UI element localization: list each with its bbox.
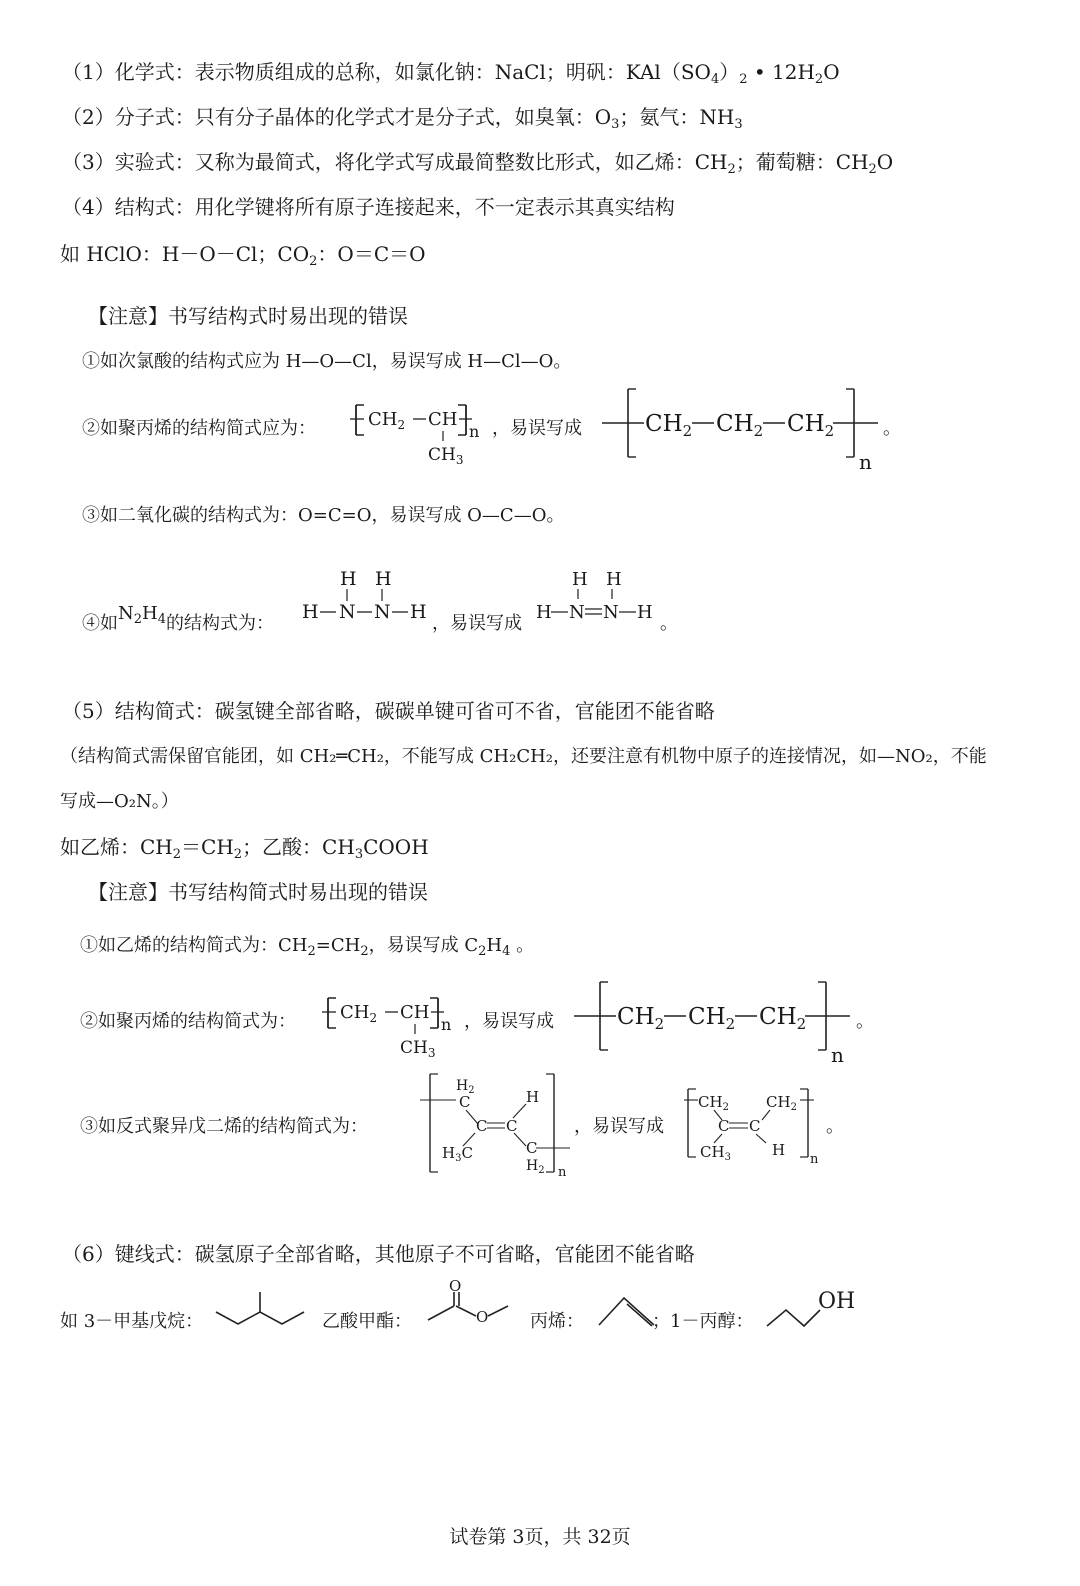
svg-text:CH2: $CH_2$ — [698, 1093, 729, 1113]
svg-text:H: H — [340, 568, 357, 590]
polypropylene-correct-structure-2 — [322, 988, 462, 1063]
svg-text:C: C — [506, 1117, 518, 1135]
svg-text:H2: $H_2$ — [456, 1078, 475, 1096]
svg-text:C: C — [749, 1117, 761, 1135]
item-1: （1）化学式：表示物质组成的总称，如氯化钠：NaCl；明矾：$KAl(SO_4)_2$ • $12H_2O$ — [62, 60, 840, 87]
svg-text:CH2: $CH_2$ — [617, 1004, 665, 1033]
svg-text:CH2: $CH_2$ — [787, 411, 835, 440]
svg-text:CH2: $CH_2$ — [688, 1004, 736, 1033]
svg-text:H2: $H_2$ — [526, 1158, 545, 1176]
svg-text:n: n — [558, 1165, 567, 1180]
svg-text:CH3: $CH_3$ — [428, 445, 464, 467]
svg-text:n: n — [810, 1152, 819, 1167]
note1-error-2-prefix: ②如聚丙烯的结构简式应为： — [82, 418, 316, 439]
svg-text:N: N — [603, 602, 619, 623]
svg-text:H: H — [637, 602, 653, 623]
label-methyl-acetate: 乙酸甲酯： — [322, 1311, 412, 1332]
skeletal-3-methylpentane — [212, 1290, 307, 1335]
separator: ； — [652, 1311, 670, 1332]
note1-error-3: ③如二氧化碳的结构式为：O=C=O，易误写成 O—C—O。 — [82, 505, 565, 526]
svg-text:CH3: $CH_3$ — [400, 1038, 436, 1060]
svg-text:CH3: $CH_3$ — [700, 1143, 731, 1163]
note2-title: 【注意】书写结构简式时易出现的错误 — [88, 880, 428, 904]
item-5: （5）结构简式：碳氢键全部省略，碳碳单键可省可不省，官能团不能省略 — [62, 699, 715, 723]
svg-text:OH: OH — [818, 1289, 856, 1314]
note2-error-1: ①如乙烯的结构简式为：$CH_2=CH_2$，易误写成 $C_2H_4$ 。 — [80, 935, 535, 959]
hydrazine-wrong-structure — [536, 567, 661, 632]
note1-error-4-end: 。 — [660, 613, 678, 634]
svg-text:H: H — [606, 569, 622, 590]
note1-error-2-end: 。 — [883, 418, 901, 439]
note2-error-2-prefix: ②如聚丙烯的结构简式为： — [80, 1011, 296, 1032]
svg-text:CH2: $CH_2$ — [340, 1002, 378, 1025]
svg-text:CH2: $CH_2$ — [716, 411, 764, 440]
svg-text:C: C — [476, 1117, 488, 1135]
svg-text:CH2: $CH_2$ — [368, 409, 406, 432]
item-5-example: 如乙烯：$CH_2=CH_2$；乙酸：$CH_3COOH$ — [60, 835, 429, 862]
svg-text:C: C — [718, 1117, 730, 1135]
svg-text:CH2: $CH_2$ — [766, 1093, 797, 1113]
skeletal-1-propanol — [764, 1286, 864, 1336]
svg-text:H: H — [302, 601, 319, 623]
item-5-paren-line1: （结构简式需保留官能团，如 CH₂═CH₂，不能写成 CH₂CH₂，还要注意有机物中原子的连接情况，如—NO₂，不能 — [60, 746, 987, 767]
svg-text:n: n — [441, 1015, 452, 1034]
svg-text:H: H — [772, 1141, 786, 1159]
skeletal-methyl-acetate — [424, 1277, 519, 1330]
item-3: （3）实验式：又称为最简式，将化学式写成最简整数比形式，如乙烯：$CH_2$；葡萄糖：$CH_2O$ — [62, 150, 894, 177]
svg-text:H: H — [536, 602, 552, 623]
note1-error-4-prefix: ④如$N_2H_4$的结构式为： — [82, 603, 275, 634]
page-footer: 试卷第 3页，共 32页 — [449, 1526, 631, 1548]
svg-text:H: H — [375, 568, 392, 590]
note1-title: 【注意】书写结构式时易出现的错误 — [88, 304, 408, 328]
note2-error-3-prefix: ③如反式聚异戊二烯的结构简式为： — [80, 1116, 368, 1137]
svg-text:CH2: $CH_2$ — [645, 411, 693, 440]
svg-text:N: N — [569, 602, 585, 623]
polypropylene-wrong-structure-2 — [560, 978, 860, 1068]
note2-error-3-mid: ，易误写成 — [574, 1116, 664, 1137]
svg-text:H: H — [526, 1088, 540, 1106]
note1-error-2-mid: ，易误写成 — [492, 418, 582, 439]
svg-text:n: n — [831, 1043, 844, 1067]
item-6: （6）键线式：碳氢原子全部省略，其他原子不可省略，官能团不能省略 — [62, 1242, 695, 1266]
trans-polyisoprene-wrong-structure — [682, 1083, 822, 1168]
label-3-methylpentane: 如 3－甲基戊烷： — [60, 1311, 204, 1332]
svg-text:C: C — [459, 1093, 471, 1111]
note1-error-1: ①如次氯酸的结构式应为 H—O—Cl，易误写成 H—Cl—O。 — [82, 351, 572, 372]
item-5-paren-line2: 写成—O₂N。） — [60, 791, 179, 812]
svg-text:CH: CH — [400, 1002, 430, 1023]
label-1-propanol: 1－丙醇： — [670, 1311, 754, 1332]
svg-text:H3C: $H_3C$ — [442, 1144, 473, 1164]
svg-text:O: O — [476, 1308, 489, 1326]
svg-text:n: n — [859, 450, 872, 474]
hydrazine-correct-structure — [300, 565, 435, 635]
svg-text:C: C — [526, 1139, 538, 1157]
svg-text:N: N — [374, 601, 391, 623]
item-4: （4）结构式：用化学键将所有原子连接起来，不一定表示其真实结构 — [62, 195, 675, 219]
polypropylene-wrong-structure — [588, 385, 888, 475]
svg-text:N: N — [339, 601, 356, 623]
svg-text:CH: CH — [428, 409, 458, 430]
trans-polyisoprene-correct-structure — [420, 1068, 580, 1180]
note2-error-2-mid: ，易误写成 — [464, 1011, 554, 1032]
note2-error-2-end: 。 — [856, 1011, 874, 1032]
label-propene: 丙烯： — [530, 1311, 584, 1332]
note2-error-3-end: 。 — [826, 1116, 844, 1137]
svg-text:O: O — [449, 1277, 462, 1295]
polypropylene-correct-structure — [350, 395, 490, 470]
svg-text:CH2: $CH_2$ — [759, 1004, 807, 1033]
svg-text:n: n — [469, 422, 480, 441]
svg-text:H: H — [410, 601, 427, 623]
note1-error-4-mid: ，易误写成 — [432, 613, 522, 634]
item-2: （2）分子式：只有分子晶体的化学式才是分子式，如臭氧：$O_3$；氨气：$NH_3$ — [62, 105, 743, 132]
item-4-example: 如 HClO：H－O－Cl；$CO_2$：O＝C＝O — [60, 242, 426, 269]
svg-text:H: H — [572, 569, 588, 590]
